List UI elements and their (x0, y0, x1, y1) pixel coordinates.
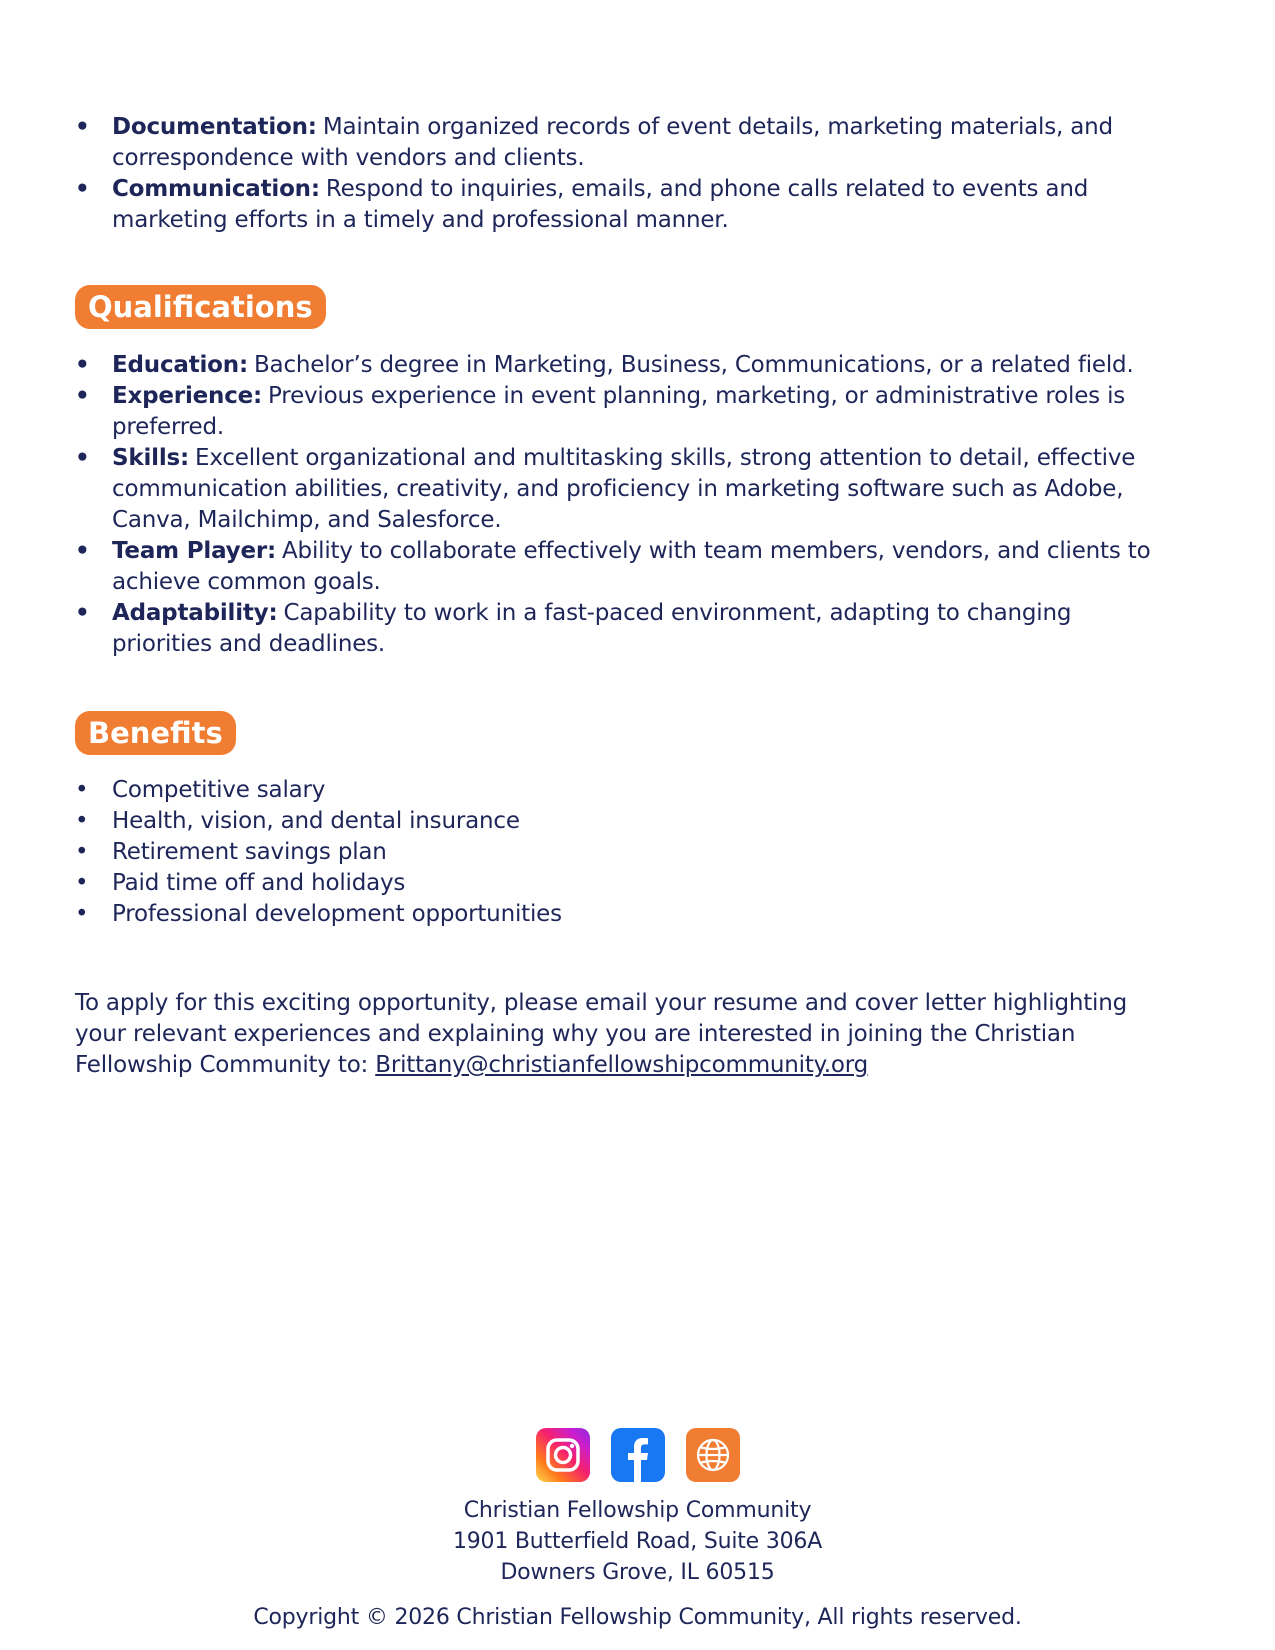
item-text: Capability to work in a fast-paced environment, adapting to changing priorities and deadlines. (112, 600, 1072, 657)
list-item (75, 536, 1165, 598)
list-item: • Professional development opportunities (75, 899, 1165, 930)
item-term: Communication: (112, 176, 320, 202)
list-item (75, 381, 1165, 443)
address-line-1: 1901 Butterfield Road, Suite 306A (452, 1529, 823, 1554)
list-item: • Health, vision, and dental insurance (75, 806, 1165, 837)
item-text: Maintain organized records of event details, marketing materials, and correspondence with vendors and clients. (112, 114, 1113, 171)
item-term: Adaptability: (112, 600, 278, 626)
benefits-heading-wrap (75, 711, 1165, 755)
apply-paragraph (75, 988, 1165, 1081)
item-text: Respond to inquiries, emails, and phone calls related to events and marketing efforts in a timely and professional manner. (112, 176, 1089, 233)
item-term: Experience: (112, 383, 263, 409)
item-term: Skills: (112, 445, 189, 471)
footer-address (0, 1495, 1275, 1588)
list-item (75, 112, 1165, 174)
address-line-2: Downers Grove, IL 60515 (500, 1560, 775, 1585)
apply-text: To apply for this exciting opportunity, please email your resume and cover letter highlighting your relevant experiences and explaining why you are interested in joining the Christian Fellowship Community to: (75, 990, 1128, 1078)
item-term: Documentation: (112, 114, 317, 140)
org-name: Christian Fellowship Community (463, 1498, 812, 1523)
social-icons (0, 1428, 1275, 1482)
item-text: Previous experience in event planning, marketing, or administrative roles is preferred. (112, 383, 1126, 440)
facebook-icon[interactable] (611, 1428, 665, 1482)
item-term: Team Player: (112, 538, 277, 564)
list-item (75, 443, 1165, 536)
email-link[interactable]: Brittany@christianfellowshipcommunity.org (375, 1052, 869, 1078)
item-text: Bachelor’s degree in Marketing, Business, Communications, or a related field. (253, 352, 1134, 378)
globe-icon[interactable] (686, 1428, 740, 1482)
benefits-list (75, 775, 1165, 930)
list-item (75, 174, 1165, 236)
qualifications-heading: Qualifications (75, 285, 326, 329)
document-body (75, 112, 1165, 1104)
list-item (75, 598, 1165, 660)
list-item (75, 350, 1165, 381)
list-item: • Retirement savings plan (75, 837, 1165, 868)
qualifications-list (75, 350, 1165, 660)
item-text: Excellent organizational and multitasking skills, strong attention to detail, effective communication abilities, creativity, and proficiency in marketing software such as Adobe, Canva, Mailchimp, and Salesforce. (112, 445, 1136, 533)
item-text: Ability to collaborate effectively with team members, vendors, and clients to achieve common goals. (112, 538, 1151, 595)
responsibilities-list (75, 112, 1165, 236)
instagram-icon[interactable] (536, 1428, 590, 1482)
copyright-text: Copyright © 2026 Christian Fellowship Community, All rights reserved. (253, 1605, 1022, 1630)
qualifications-heading-wrap (75, 285, 1165, 329)
item-term: Education: (112, 352, 248, 378)
list-item: • Competitive salary (75, 775, 1165, 806)
benefits-heading: Benefits (75, 711, 236, 755)
list-item: • Paid time off and holidays (75, 868, 1165, 899)
